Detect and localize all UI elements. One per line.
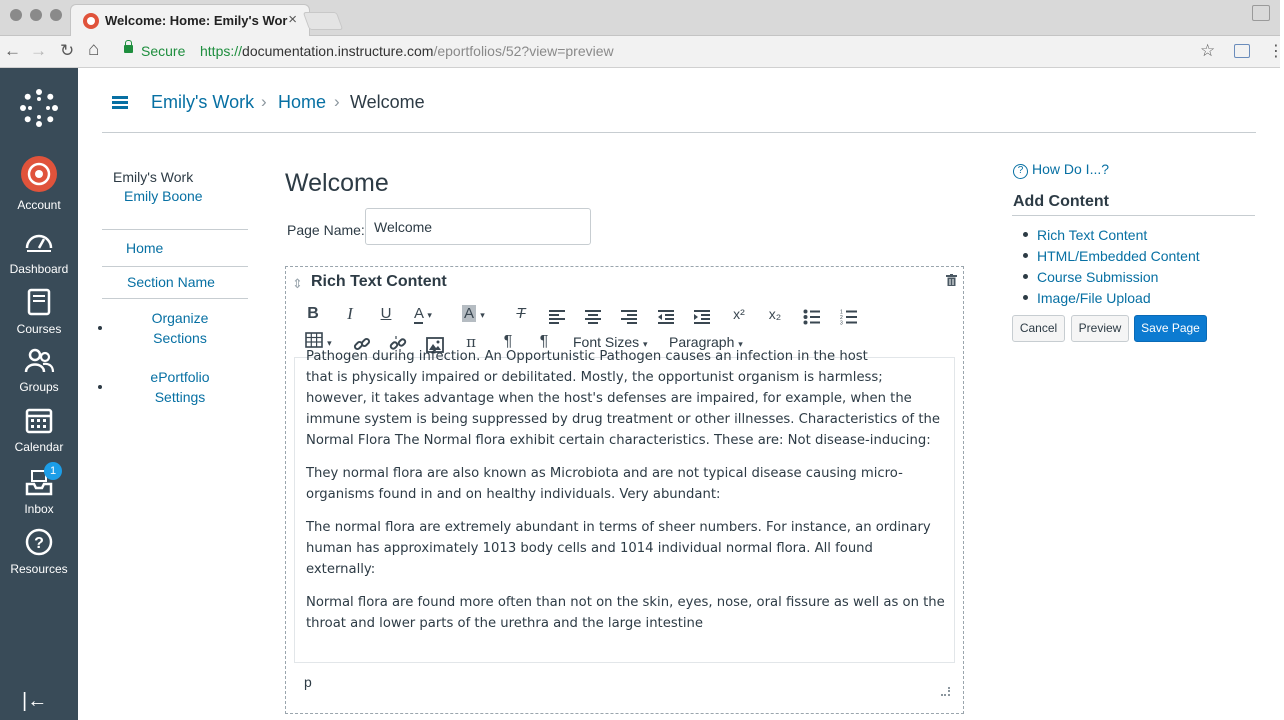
add-html-embedded-content-link[interactable]: HTML/Embedded Content (1037, 248, 1200, 264)
nav-account[interactable] (0, 156, 78, 212)
superscript-button[interactable]: x² (733, 306, 745, 322)
inbox-badge: 1 (44, 462, 62, 480)
breadcrumb-portfolio[interactable]: Emily's Work (151, 92, 255, 112)
header-divider (102, 132, 1256, 133)
preview-button[interactable]: Preview (1071, 315, 1129, 342)
editor-paragraph: that is physically impaired or debilitated. Mostly, the opportunist organism is harmless; however, it takes advantage when the host's defenses are impaired, for example, when the immune system is being suppressed by drug treatment or other illnesses. Characteristics of the Normal Flora The Normal flora exhibit certain characteristics. These are: Not disease-inducing: (306, 370, 941, 448)
breadcrumb-section[interactable]: Home (278, 92, 327, 112)
courses-book-icon (24, 288, 54, 316)
calendar-icon (24, 406, 54, 434)
italic-button[interactable]: I (347, 304, 353, 323)
groups-icon (24, 346, 54, 374)
add-image-file-upload-link[interactable]: Image/File Upload (1037, 290, 1151, 306)
nav-groups[interactable] (0, 346, 78, 394)
url-field[interactable] (200, 43, 614, 59)
forward-icon[interactable]: → (30, 41, 47, 60)
add-content-heading: Add Content (1013, 193, 1109, 210)
bullet-dot (1023, 253, 1028, 258)
caret-down-icon: ▾ (427, 310, 432, 320)
url-path: /eportfolios/52?view=preview (433, 43, 614, 59)
address-bar (0, 36, 1284, 68)
back-icon[interactable]: ← (4, 41, 21, 60)
organize-sections-line1: Organize (151, 310, 209, 326)
caret-down-icon: ▾ (738, 339, 743, 349)
portfolio-owner-link[interactable]: Emily Boone (124, 188, 203, 204)
font-color-button[interactable] (414, 303, 448, 325)
svg-text:?: ? (34, 535, 44, 552)
bookmark-star-icon[interactable]: ☆ (1200, 41, 1216, 60)
editor-body[interactable] (306, 346, 946, 646)
editor-partial-line: Pathogen during infection. An Opportunistic Pathogen causes an infection in the host (306, 349, 868, 364)
portfolio-title: Emily's Work (113, 169, 194, 185)
font-color-icon: A (414, 305, 424, 322)
save-page-button[interactable]: Save Page (1134, 315, 1207, 342)
organize-sections-link[interactable] (140, 308, 220, 348)
nav-groups-label: Groups (19, 380, 59, 394)
underline-button[interactable]: U (380, 305, 392, 322)
bullet-dot (1023, 295, 1028, 300)
caret-down-icon: ▾ (480, 310, 485, 320)
page-name-input[interactable]: Welcome (365, 208, 591, 245)
nav-calendar[interactable] (0, 406, 78, 454)
left-nav-divider (102, 298, 248, 299)
nav-resources-label: Resources (10, 562, 68, 576)
editor-paragraph: They normal flora are also known as Microbiota and are not typical disease causing micro-organisms found in and on healthy individuals. Very abundant: (306, 466, 903, 502)
align-right-icon[interactable] (620, 306, 638, 328)
svg-text:2: 2 (840, 315, 843, 321)
bullet-dot (1023, 274, 1028, 279)
svg-text:3: 3 (840, 320, 843, 327)
collapse-nav-icon[interactable]: |← (22, 690, 48, 712)
eportfolio-settings-line2: Settings (154, 389, 206, 405)
rtl-direction-button[interactable]: ¶ (539, 333, 549, 350)
nav-courses-label: Courses (16, 322, 62, 336)
reload-icon[interactable]: ↻ (60, 41, 75, 60)
url-scheme: https:// (200, 43, 243, 59)
nav-dashboard-label: Dashboard (9, 262, 69, 276)
numbered-list-icon[interactable] (840, 306, 858, 328)
clear-formatting-button[interactable]: T (516, 305, 526, 322)
caret-down-icon: ▾ (643, 339, 648, 349)
cancel-button[interactable]: Cancel (1012, 315, 1065, 342)
rich-text-content-title: Rich Text Content (311, 273, 447, 290)
organize-sections-line2: Sections (153, 330, 207, 346)
hamburger-menu-icon[interactable] (112, 96, 128, 108)
bold-button[interactable]: B (307, 305, 319, 322)
left-nav-divider (102, 266, 248, 267)
window-resize-icon[interactable] (1252, 5, 1270, 21)
nav-calendar-label: Calendar (14, 440, 64, 454)
nav-courses[interactable] (0, 288, 78, 336)
left-nav-section-name[interactable]: Section Name (127, 274, 215, 290)
tab-title: Welcome: Home: Emily's Wor (105, 13, 288, 28)
page-name-label: Page Name: (287, 222, 365, 238)
tab-close-icon[interactable]: × (288, 11, 297, 28)
breadcrumb-separator-icon: › (334, 92, 340, 111)
subscript-button[interactable]: x₂ (768, 306, 782, 322)
window-close-dot[interactable] (10, 9, 22, 21)
window-minimize-dot[interactable] (30, 9, 42, 21)
new-tab-button[interactable] (303, 12, 344, 30)
background-color-button[interactable] (462, 303, 498, 325)
nav-inbox[interactable] (0, 465, 78, 516)
left-nav-divider (102, 229, 248, 230)
browser-tab-bar (0, 0, 1280, 36)
global-navigation (0, 68, 78, 720)
editor-paragraph: Normal flora are found more often than not on the skin, eyes, nose, oral fissure as well as on the throat and lower parts of the urethra and the large intestine (306, 595, 945, 631)
nav-account-label: Account (17, 198, 61, 212)
indent-icon[interactable] (693, 306, 711, 328)
help-circle-icon: ? (1013, 164, 1028, 179)
breadcrumb-current-page: Welcome (350, 92, 425, 112)
how-do-i-link[interactable] (1013, 161, 1109, 179)
drag-handle-icon[interactable]: ⇕ (292, 276, 303, 291)
caret-down-icon: ▾ (327, 338, 332, 348)
editor-paragraph: The normal flora are extremely abundant in terms of sheer numbers. For instance, an ordinary human has approximately 1013 body cells and 1014 individual normal flora. All found externally: (306, 520, 931, 577)
bullet-dot (98, 326, 102, 330)
paragraph-label: Paragraph (669, 334, 735, 350)
help-question-icon (24, 528, 54, 556)
add-rich-text-content-link[interactable]: Rich Text Content (1037, 227, 1148, 243)
ltr-direction-button[interactable]: ¶ (503, 333, 513, 350)
align-left-icon[interactable] (548, 306, 566, 328)
bullet-dot (1023, 232, 1028, 237)
rich-text-editor[interactable] (294, 349, 955, 663)
cast-icon[interactable] (1234, 44, 1250, 58)
eportfolio-settings-link[interactable] (140, 367, 220, 407)
trash-icon[interactable] (946, 274, 957, 286)
account-avatar-icon (21, 156, 57, 192)
add-course-submission-link[interactable]: Course Submission (1037, 269, 1159, 285)
resize-handle-icon[interactable] (941, 687, 950, 696)
secure-label: Secure (141, 43, 186, 59)
dashboard-icon (24, 228, 54, 256)
font-sizes-label: Font Sizes (573, 334, 640, 350)
editor-element-path[interactable]: p (304, 674, 312, 690)
nav-resources[interactable] (0, 528, 78, 576)
outdent-icon[interactable] (657, 306, 675, 328)
window-maximize-dot[interactable] (50, 9, 62, 21)
page-title: Welcome (285, 169, 389, 197)
background-color-icon: A (464, 305, 475, 322)
browser-tab[interactable] (70, 4, 310, 36)
breadcrumb-separator-icon: › (261, 92, 267, 111)
bullet-list-icon[interactable] (803, 306, 821, 328)
canvas-favicon-icon (83, 13, 99, 29)
eportfolio-settings-line1: ePortfolio (150, 369, 210, 385)
nav-dashboard[interactable] (0, 228, 78, 276)
align-center-icon[interactable] (584, 306, 602, 328)
math-equation-button[interactable]: π (466, 333, 476, 351)
bullet-dot (98, 385, 102, 389)
svg-text:1: 1 (840, 309, 843, 316)
nav-inbox-label: Inbox (24, 502, 54, 516)
browser-menu-icon[interactable]: ⋮ (1268, 43, 1284, 60)
lock-icon (124, 45, 133, 53)
home-icon[interactable]: ⌂ (88, 39, 100, 60)
canvas-logo[interactable] (0, 88, 78, 131)
url-host: documentation.instructure.com (242, 43, 434, 59)
how-do-i-label: How Do I...? (1032, 161, 1110, 177)
canvas-logo-icon (19, 88, 59, 128)
add-content-divider (1012, 215, 1255, 216)
left-nav-home[interactable]: Home (126, 240, 164, 256)
